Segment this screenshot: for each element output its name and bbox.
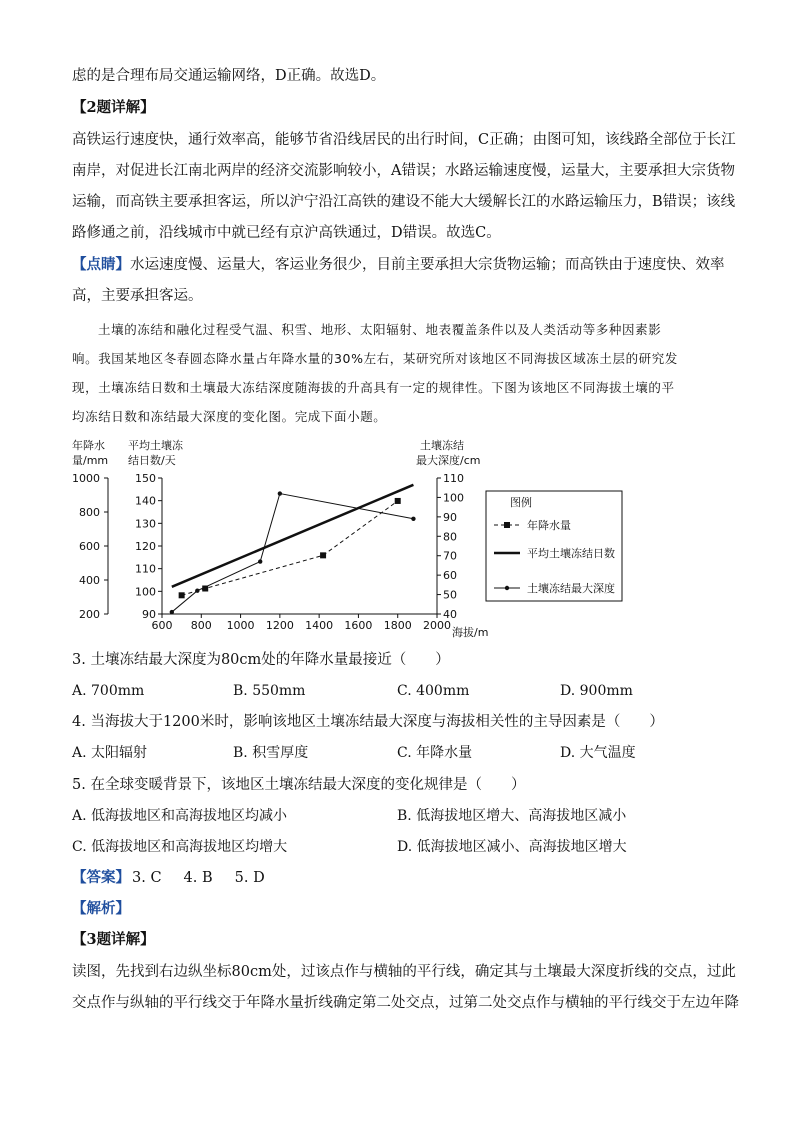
- x-tick-label: 600: [151, 619, 173, 632]
- altitude-chart: [0, 430, 794, 640]
- axis2-tick-label: 50: [443, 588, 457, 602]
- q2-line-4: 路修通之前，沿线城市中就已经有京沪高铁通过，D错误。故选C。: [72, 225, 501, 241]
- x-tick-label: 1800: [383, 619, 412, 632]
- axis1-tick-label: 100: [135, 585, 156, 599]
- axis0-tick-label: 600: [79, 540, 100, 553]
- axis0-tick-label: 200: [79, 608, 100, 621]
- answer-line: [72, 868, 265, 888]
- dianjing-line-1: [72, 255, 725, 275]
- axis1-tick-label: 150: [135, 472, 156, 485]
- legend-depth-label: 土壤冻结最大深度: [527, 582, 615, 595]
- q5-option-a[interactable]: A. 低海拔地区和高海拔地区均减小: [72, 808, 288, 824]
- q5-option-d[interactable]: D. 低海拔地区减小、高海拔地区增大: [397, 839, 627, 855]
- precip-point: [179, 592, 185, 598]
- left1-axis-ticks: [72, 472, 108, 621]
- answer-3: 3. C: [132, 870, 162, 886]
- left2-axis-ticks: [135, 472, 162, 621]
- axis1-tick-label: 120: [135, 540, 156, 553]
- q3-option-c[interactable]: C. 400mm: [397, 683, 470, 699]
- legend-days-label: 平均土壤冻结日数: [527, 547, 615, 560]
- x-tick-label: 2000: [423, 619, 451, 632]
- axis1-tick-label: 90: [142, 608, 156, 621]
- axis2-tick-label: 40: [443, 608, 457, 621]
- series-line-1: [172, 485, 414, 587]
- series-line-0: [182, 501, 398, 595]
- axis2-tick-label: 80: [443, 530, 457, 544]
- axis1-tick-label: 140: [135, 494, 156, 508]
- dianjing-label: 【点睛】: [72, 256, 130, 273]
- legend-precip-label: 年降水量: [527, 519, 571, 532]
- x-tick-label: 1000: [226, 619, 255, 632]
- axis2-tick-label: 110: [443, 472, 464, 485]
- q3-option-b[interactable]: B. 550mm: [233, 683, 306, 699]
- dianjing-line-2: 高，主要承担客运。: [72, 288, 203, 304]
- x-axis-ticks: [152, 614, 452, 632]
- q3-option-a[interactable]: A. 700mm: [72, 683, 145, 699]
- legend-precip-marker: [504, 522, 510, 528]
- x-tick-label: 1200: [265, 619, 294, 632]
- left2-axis-label-1: 平均土壤冻: [128, 439, 183, 452]
- q5-option-b[interactable]: B. 低海拔地区增大、高海拔地区减小: [397, 808, 627, 824]
- depth-point: [195, 588, 199, 592]
- q2-line-3: 运输，而高铁主要承担客运，所以沪宁沿江高铁的建设不能大大缓解长江的水路运输压力，B错误；该线: [72, 194, 736, 210]
- precip-point: [395, 498, 401, 504]
- legend-title: 图例: [510, 496, 532, 509]
- left1-axis-label-2: 量/mm: [72, 454, 109, 467]
- q2-line-2: 南岸，对促进长江南北两岸的经济交流影响较小，A错误；水路运输速度慢，运量大，主要承担大宗货物: [72, 163, 735, 179]
- q5-stem: 5. 在全球变暖背景下，该地区土壤冻结最大深度的变化规律是（ ）: [72, 777, 526, 793]
- analysis-label: 【解析】: [72, 900, 130, 917]
- right-axis-label-1: 土壤冻结: [420, 439, 464, 452]
- dianjing-text-1: 水运速度慢、运量大，客运业务很少，目前主要承担大宗货物运输；而高铁由于速度快、效率: [130, 257, 725, 273]
- depth-point: [278, 491, 282, 495]
- material-line-4: 均冻结日数和冻结最大深度的变化图。完成下面小题。: [72, 409, 387, 424]
- q4-option-a[interactable]: A. 太阳辐射: [72, 745, 148, 761]
- depth-point: [258, 559, 262, 563]
- axis0-tick-label: 1000: [72, 472, 100, 485]
- axis1-tick-label: 110: [135, 562, 156, 576]
- q4-option-c[interactable]: C. 年降水量: [397, 745, 473, 761]
- axis2-tick-label: 70: [443, 549, 457, 563]
- answer-label: 【答案】: [72, 869, 130, 886]
- q2-heading: 【2题详解】: [72, 99, 155, 116]
- axis0-tick-label: 800: [79, 506, 100, 519]
- legend: [486, 491, 622, 601]
- q2-line-1: 高铁运行速度快，通行效率高，能够节省沿线居民的出行时间，C正确；由图可知，该线路全部位于长江: [72, 132, 736, 148]
- right-axis-label-2: 最大深度/cm: [416, 454, 481, 467]
- left1-axis-label-1: 年降水: [72, 439, 105, 452]
- precip-point: [320, 552, 326, 558]
- axis0-tick-label: 400: [79, 574, 100, 587]
- right-axis-ticks: [437, 472, 464, 621]
- axis2-tick-label: 90: [443, 510, 457, 524]
- answer-4: 4. B: [183, 870, 213, 886]
- series-line-2: [172, 494, 414, 613]
- axis2-tick-label: 100: [443, 491, 464, 505]
- legend-depth-marker: [505, 586, 509, 590]
- q3-stem: 3. 土壤冻结最大深度为80cm处的年降水量最接近（ ）: [72, 652, 450, 668]
- axis2-tick-label: 60: [443, 569, 457, 583]
- q3-heading: 【3题详解】: [72, 931, 155, 948]
- q4-stem: 4. 当海拔大于1200米时，影响该地区土壤冻结最大深度与海拔相关性的主导因素是（ ）: [72, 714, 664, 730]
- left2-axis-label-2: 结日数/天: [128, 454, 176, 467]
- series-layer: [170, 485, 416, 614]
- q4-option-b[interactable]: B. 积雪厚度: [233, 745, 309, 761]
- material-line-3: 现，土壤冻结日数和土壤最大冻结深度随海拔的升高具有一定的规律性。下图为该地区不同海拔土壤的平: [72, 380, 675, 395]
- material-line-1: 土壤的冻结和融化过程受气温、积雪、地形、太阳辐射、地表覆盖条件以及人类活动等多种因素影: [98, 322, 662, 337]
- q4-option-d[interactable]: D. 大气温度: [560, 745, 636, 761]
- x-tick-label: 1400: [305, 619, 334, 632]
- axis1-tick-label: 130: [135, 517, 156, 531]
- material-line-2: 响。我国某地区冬春圆态降水量占年降水量的30%左右，某研究所对该地区不同海拔区域冻土层的研究发: [72, 351, 678, 366]
- q3-explain-line-1: 读图，先找到右边纵坐标80cm处，过该点作与横轴的平行线，确定其与土壤最大深度折线的交点，过此: [72, 964, 736, 980]
- q3-explain-line-2: 交点作与纵轴的平行线交于年降水量折线确定第二处交点，过第二处交点作与横轴的平行线交于左边年降: [72, 995, 739, 1011]
- depth-point: [170, 610, 174, 614]
- x-axis-label: 海拔/m: [452, 626, 489, 639]
- intro-line: 虑的是合理布局交通运输网络，D正确。故选D。: [72, 68, 386, 84]
- answer-5: 5. D: [234, 870, 265, 886]
- q3-option-d[interactable]: D. 900mm: [560, 683, 633, 699]
- x-tick-label: 800: [190, 619, 212, 632]
- depth-point: [411, 517, 415, 521]
- x-tick-label: 1600: [344, 619, 373, 632]
- q5-option-c[interactable]: C. 低海拔地区和高海拔地区均增大: [72, 839, 288, 855]
